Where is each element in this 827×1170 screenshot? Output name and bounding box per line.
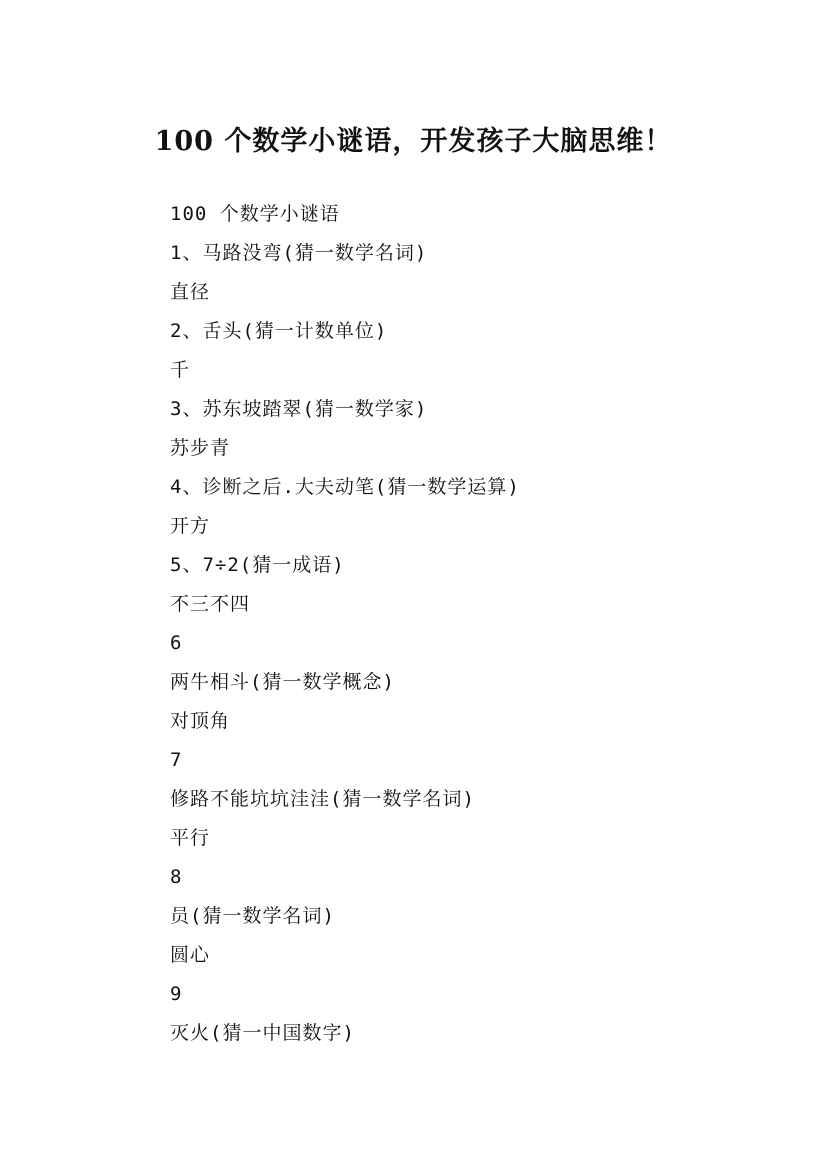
riddle-answer: 不三不四 <box>170 593 251 615</box>
riddle-answer: 平行 <box>170 827 211 849</box>
riddle-question: 两牛相斗(猜一数学概念) <box>170 671 395 693</box>
riddle-list <box>170 195 730 1053</box>
riddle-question: 修路不能坑坑洼洼(猜一数学名词) <box>170 788 475 810</box>
riddle-answer: 开方 <box>170 515 211 537</box>
riddle-question: 灭火(猜一中国数字) <box>170 1022 355 1044</box>
riddle-question: 5、7÷2(猜一成语) <box>170 554 345 576</box>
riddle-question: 1、马路没弯(猜一数学名词) <box>170 242 428 264</box>
riddle-answer: 千 <box>170 359 191 381</box>
riddle-question: 2、舌头(猜一计数单位) <box>170 320 388 342</box>
intro-line: 100 个数学小谜语 <box>170 203 340 225</box>
riddle-number: 6 <box>170 632 183 654</box>
riddle-question: 3、苏东坡踏翠(猜一数学家) <box>170 398 428 420</box>
riddle-answer: 苏步青 <box>170 437 231 459</box>
riddle-number: 8 <box>170 866 183 888</box>
riddle-number: 9 <box>170 983 183 1005</box>
page-title: 100 个数学小谜语，开发孩子大脑思维！ <box>154 126 673 158</box>
riddle-number: 7 <box>170 749 183 771</box>
riddle-answer: 直径 <box>170 281 211 303</box>
riddle-question: 4、诊断之后.大夫动笔(猜一数学运算) <box>170 476 520 498</box>
riddle-answer: 对顶角 <box>170 710 231 732</box>
riddle-question: 员(猜一数学名词) <box>170 905 335 927</box>
riddle-answer: 圆心 <box>170 944 211 966</box>
